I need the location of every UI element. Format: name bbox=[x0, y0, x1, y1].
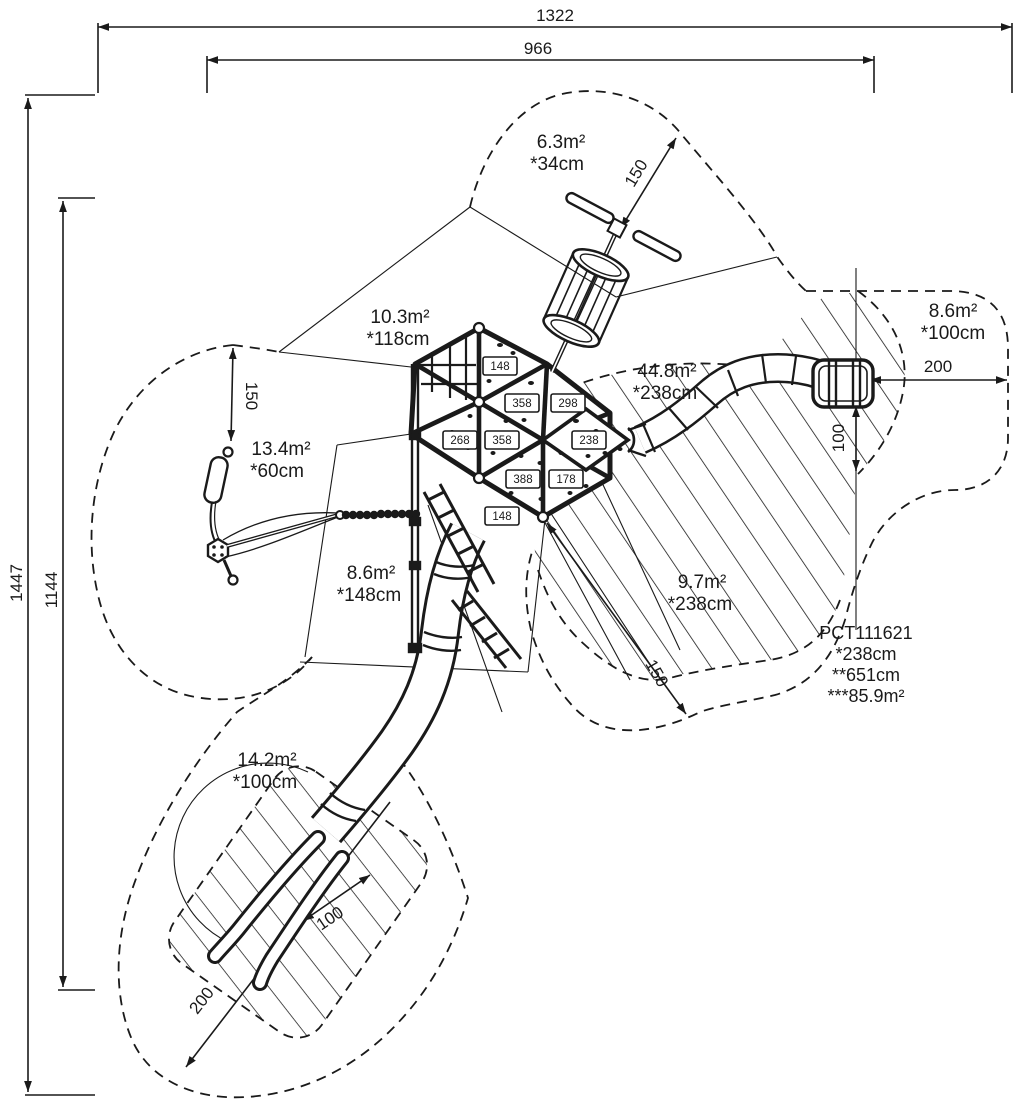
top-spinner bbox=[539, 191, 682, 372]
dim-label-lower-right-radius: 150 bbox=[641, 656, 673, 691]
svg-text:298: 298 bbox=[558, 398, 578, 410]
pendulum-seat bbox=[203, 456, 229, 505]
zone-label-bottom-height: *100cm bbox=[232, 772, 298, 793]
zone-label-right-height: *100cm bbox=[920, 323, 986, 344]
dim-label-inner-width: 966 bbox=[523, 39, 553, 58]
product-free-fall-height: *238cm bbox=[835, 644, 897, 664]
dim-label-inner-height: 1144 bbox=[42, 571, 61, 609]
product-code: PCT111621 bbox=[819, 623, 913, 643]
svg-text:268: 268 bbox=[450, 435, 470, 447]
platform-tag bbox=[551, 394, 585, 412]
zone-label-upperleft-area: 10.3m² bbox=[370, 307, 430, 328]
platform-tag bbox=[443, 431, 477, 449]
svg-text:148: 148 bbox=[492, 511, 512, 523]
platform-tag bbox=[549, 470, 583, 488]
zone-label-left-area: 13.4m² bbox=[251, 439, 311, 460]
zone-label-lowerright-area: 9.7m² bbox=[677, 572, 727, 593]
spinner-handle-right bbox=[632, 229, 683, 262]
dimension-left-radius bbox=[231, 348, 233, 441]
zone-label-left-height: *60cm bbox=[250, 461, 304, 482]
zone-label-top-height: *34cm bbox=[530, 154, 584, 175]
platform-tag bbox=[483, 357, 517, 375]
dim-label-left-radius: 150 bbox=[242, 381, 261, 411]
dim-label-bottom-length: 200 bbox=[185, 983, 218, 1018]
svg-text:388: 388 bbox=[513, 474, 533, 486]
product-total-height: **651cm bbox=[831, 665, 901, 685]
zone-label-top-area: 6.3m² bbox=[536, 132, 586, 153]
dim-label-top-radius: 150 bbox=[620, 156, 652, 191]
dimension-inner-height bbox=[58, 198, 95, 990]
dim-label-total-height: 1447 bbox=[7, 564, 26, 602]
zone-label-right-area: 8.6m² bbox=[928, 301, 978, 322]
dimension-inner-width bbox=[207, 56, 874, 93]
zone-label-mid-area: 8.6m² bbox=[346, 563, 396, 584]
zone-left-boundary bbox=[92, 345, 312, 699]
product-safety-area: ***85.9m² bbox=[827, 686, 905, 706]
platform-tag bbox=[572, 431, 606, 449]
svg-text:178: 178 bbox=[556, 474, 576, 486]
platform-tag bbox=[505, 394, 539, 412]
pendulum-rope-upper bbox=[223, 513, 338, 540]
zone-label-mid-height: *148cm bbox=[336, 585, 402, 606]
svg-text:238: 238 bbox=[579, 435, 599, 447]
zone-top-boundary bbox=[470, 91, 806, 291]
svg-text:358: 358 bbox=[512, 398, 532, 410]
platform-tag bbox=[485, 431, 519, 449]
chain-element bbox=[342, 510, 420, 519]
dim-label-bottom-width: 100 bbox=[312, 902, 347, 935]
spinner-handle-left bbox=[565, 191, 616, 224]
zone-label-lowerright-height: *238cm bbox=[667, 594, 733, 615]
dim-label-right-length: 200 bbox=[923, 357, 953, 376]
zone-left-top-link bbox=[233, 345, 279, 352]
zone-label-central-height: *238cm bbox=[632, 383, 698, 404]
dim-label-right-width: 100 bbox=[829, 423, 848, 453]
pendulum-hub bbox=[208, 539, 228, 562]
dim-label-total-width: 1322 bbox=[536, 6, 574, 25]
zone-label-central-area: 44.8m² bbox=[637, 361, 697, 382]
svg-text:148: 148 bbox=[490, 361, 510, 373]
spinner-barrel bbox=[539, 243, 632, 353]
zone-label-upperleft-height: *118cm bbox=[366, 329, 430, 350]
platform-tag bbox=[506, 470, 540, 488]
zone-label-bottom-area: 14.2m² bbox=[237, 750, 297, 771]
dimension-total-width bbox=[98, 23, 1012, 93]
platform-tag bbox=[485, 507, 519, 525]
right-slide-exit bbox=[813, 360, 873, 407]
svg-text:358: 358 bbox=[492, 435, 512, 447]
